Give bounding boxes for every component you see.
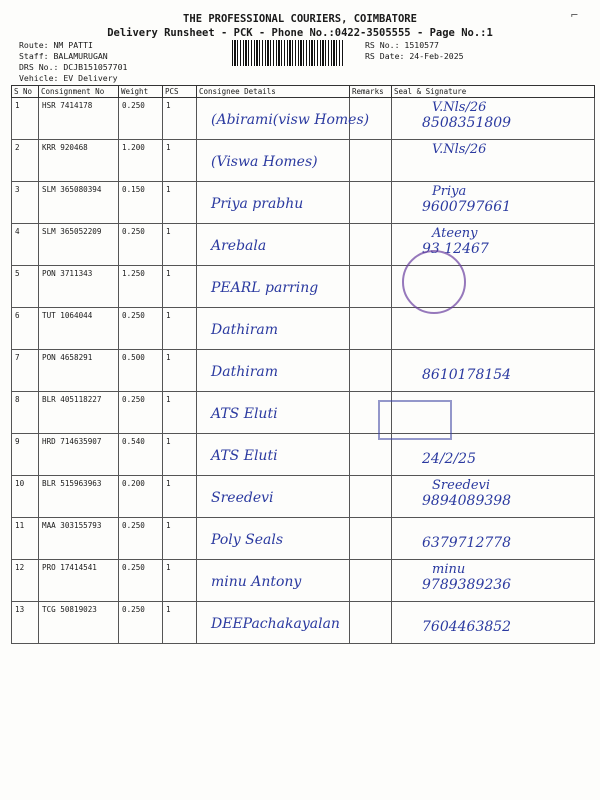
signature-phone: 93 12467 [422,241,489,257]
pieces-count: 1 [163,434,197,476]
consignee-details [197,224,350,266]
consignee-handwriting: Arebala [211,238,267,254]
column-header: Weight [119,86,163,98]
table-row [12,140,595,182]
weight-value: 0.250 [119,518,163,560]
consignment-number: KRR 920468 [39,140,119,182]
remarks-cell [350,308,392,350]
signature-cell [392,140,595,182]
signature-name: Sreedevi [432,478,491,493]
weight-value: 0.540 [119,434,163,476]
table-row [12,434,595,476]
pieces-count: 1 [163,308,197,350]
pieces-count: 1 [163,98,197,140]
column-header: Consignee Details [197,86,350,98]
pieces-count: 1 [163,140,197,182]
remarks-cell [350,602,392,644]
consignee-handwriting: Poly Seals [211,532,284,548]
meta-left [19,40,127,84]
signature-phone: 8508351809 [422,115,512,131]
consignment-number: SLM 365080394 [39,182,119,224]
consignee-handwriting: ATS Eluti [211,448,278,464]
corner-mark: ⌐ [570,8,578,22]
table-row [12,518,595,560]
remarks-cell [350,224,392,266]
signature-cell [392,182,595,224]
pieces-count: 1 [163,224,197,266]
remarks-cell [350,266,392,308]
signature-name: V.Nls/26 [432,100,487,115]
consignee-handwriting: PEARL parring [211,280,319,296]
weight-value: 0.250 [119,98,163,140]
signature-name: Priya [432,184,467,199]
weight-value: 0.250 [119,224,163,266]
consignee-details [197,392,350,434]
consignment-number: MAA 303155793 [39,518,119,560]
signature-phone: 24/2/25 [422,451,476,467]
signature-name: minu [432,562,466,577]
weight-value: 0.200 [119,476,163,518]
consignee-handwriting: (Viswa Homes) [211,154,318,170]
consignee-handwriting: minu Antony [211,574,302,590]
consignment-number: BLR 515963963 [39,476,119,518]
column-header: S No [12,86,39,98]
table-body [12,98,595,644]
rs-date-text: RS Date: 24-Feb-2025 [365,51,464,61]
weight-value: 0.500 [119,350,163,392]
weight-value: 0.150 [119,182,163,224]
consignee-handwriting: DEEPachakayalan [211,616,340,632]
signature-phone: 7604463852 [422,619,512,635]
weight-value: 0.250 [119,560,163,602]
rect-stamp [378,400,452,440]
table-row [12,266,595,308]
weight-value: 0.250 [119,308,163,350]
serial-number: 1 [12,98,39,140]
consignee-details [197,518,350,560]
signature-cell [392,518,595,560]
pieces-count: 1 [163,602,197,644]
consignment-number: BLR 405118227 [39,392,119,434]
signature-cell [392,308,595,350]
signature-cell [392,476,595,518]
runsheet-table [11,85,595,644]
consignment-number: SLM 365052209 [39,224,119,266]
signature-cell [392,350,595,392]
serial-number: 12 [12,560,39,602]
serial-number: 4 [12,224,39,266]
signature-name: V.Nls/26 [432,142,487,157]
consignment-number: PON 4658291 [39,350,119,392]
remarks-cell [350,140,392,182]
route-text: Route: NM PATTI [19,40,93,50]
consignee-details [197,476,350,518]
serial-number: 7 [12,350,39,392]
table-row [12,224,595,266]
consignee-details [197,266,350,308]
consignment-number: PRO 17414541 [39,560,119,602]
consignment-number: PON 3711343 [39,266,119,308]
document-title: THE PROFESSIONAL COURIERS, COIMBATORE [183,13,417,25]
column-header: Seal & Signature [392,86,595,98]
table-row [12,476,595,518]
remarks-cell [350,350,392,392]
table-header-row [12,86,595,98]
consignee-details [197,602,350,644]
pieces-count: 1 [163,476,197,518]
signature-phone: 9600797661 [422,199,512,215]
column-header: Consignment No [39,86,119,98]
serial-number: 10 [12,476,39,518]
pieces-count: 1 [163,266,197,308]
column-header: PCS [163,86,197,98]
pieces-count: 1 [163,560,197,602]
consignee-details [197,560,350,602]
weight-value: 1.250 [119,266,163,308]
table-row [12,602,595,644]
consignee-details [197,182,350,224]
vehicle-text: Vehicle: EV Delivery [19,73,118,83]
consignee-details [197,308,350,350]
signature-phone: 6379712778 [422,535,512,551]
drs-text: DRS No.: DCJB151057701 [19,62,128,72]
table-row [12,98,595,140]
pieces-count: 1 [163,182,197,224]
table-row [12,308,595,350]
table-row [12,392,595,434]
serial-number: 8 [12,392,39,434]
remarks-cell [350,182,392,224]
remarks-cell [350,560,392,602]
signature-phone: 8610178154 [422,367,512,383]
weight-value: 0.250 [119,602,163,644]
signature-cell [392,602,595,644]
consignee-details [197,350,350,392]
consignee-handwriting: Dathiram [211,364,279,380]
table-row [12,182,595,224]
column-header: Remarks [350,86,392,98]
consignee-handwriting: Dathiram [211,322,279,338]
serial-number: 11 [12,518,39,560]
serial-number: 3 [12,182,39,224]
consignee-handwriting: Sreedevi [211,490,274,506]
consignment-number: TCG 50819023 [39,602,119,644]
document-subtitle: Delivery Runsheet - PCK - Phone No.:0422-3505555 - Page No.:1 [107,27,493,39]
consignee-handwriting: (Abirami(visw Homes) [211,112,370,128]
remarks-cell [350,518,392,560]
signature-name: Ateeny [432,226,478,241]
consignment-number: HRD 714635907 [39,434,119,476]
serial-number: 13 [12,602,39,644]
serial-number: 6 [12,308,39,350]
consignee-details [197,140,350,182]
rs-no-text: RS No.: 1510577 [365,40,439,50]
staff-text: Staff: BALAMURUGAN [19,51,108,61]
consignment-number: HSR 7414178 [39,98,119,140]
seal-stamp [402,250,466,314]
weight-value: 1.200 [119,140,163,182]
serial-number: 2 [12,140,39,182]
signature-cell [392,560,595,602]
table-row [12,350,595,392]
remarks-cell [350,98,392,140]
consignee-handwriting: ATS Eluti [211,406,278,422]
signature-phone: 9894089398 [422,493,512,509]
table-row [12,560,595,602]
pieces-count: 1 [163,350,197,392]
serial-number: 5 [12,266,39,308]
consignee-handwriting: Priya prabhu [211,196,304,212]
consignment-number: TUT 1064044 [39,308,119,350]
weight-value: 0.250 [119,392,163,434]
signature-phone: 9789389236 [422,577,512,593]
serial-number: 9 [12,434,39,476]
pieces-count: 1 [163,392,197,434]
barcode [232,40,344,66]
remarks-cell [350,476,392,518]
consignee-details [197,98,370,140]
consignee-details [197,434,350,476]
signature-cell [392,98,595,140]
meta-right [365,40,464,62]
pieces-count: 1 [163,518,197,560]
